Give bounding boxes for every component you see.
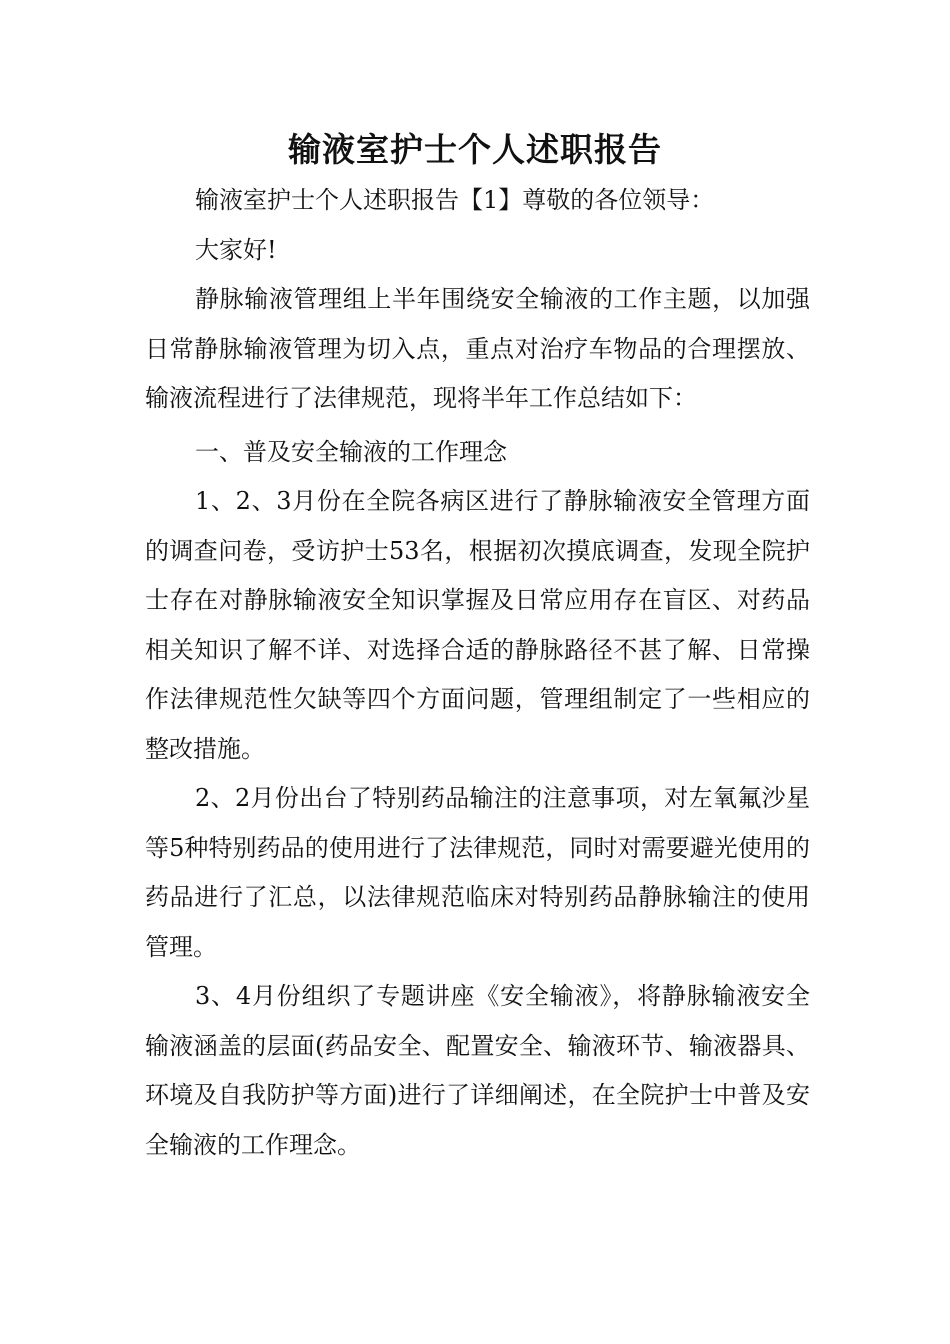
paragraph-greeting-line: 输液室护士个人述职报告【1】尊敬的各位领导： xyxy=(195,186,715,214)
paragraph-intro: 静脉输液管理组上半年围绕安全输液的工作主题，以加强日常静脉输液管理为切入点，重点对治疗车物品的合理摆放、输液流程进行了法律规范，现将半年工作总结如下： xyxy=(145,285,810,412)
document-title: 输液室护士个人述职报告 xyxy=(288,130,662,169)
document-body xyxy=(145,176,810,1170)
paragraph-hello: 大家好! xyxy=(195,235,277,264)
paragraph-item-3: 3、4月份组织了专题讲座《安全输液》，将静脉输液安全输液涵盖的层面(药品安全、配置安全、输液环节、输液器具、环境及自我防护等方面)进行了详细阐述，在全院护士中普及安全输液的工作理念。 xyxy=(145,982,810,1159)
section-heading-1: 一、普及安全输液的工作理念 xyxy=(195,437,507,466)
paragraph-item-2: 2、2月份出台了特别药品输注的注意事项，对左氧氟沙星等5种特别药品的使用进行了法律规范，同时对需要避光使用的药品进行了汇总，以法律规范临床对特别药品静脉输注的使用管理。 xyxy=(145,784,810,961)
paragraph-item-1: 1、2、3月份在全院各病区进行了静脉输液安全管理方面的调查问卷，受访护士53名，根据初次摸底调查，发现全院护士存在对静脉输液安全知识掌握及日常应用存在盲区、对药品相关知识了解不详、对选择合适的静脉路径不甚了解、日常操作法律规范性欠缺等四个方面问题，管理组制定了一些相应的整改措施。 xyxy=(145,487,810,763)
